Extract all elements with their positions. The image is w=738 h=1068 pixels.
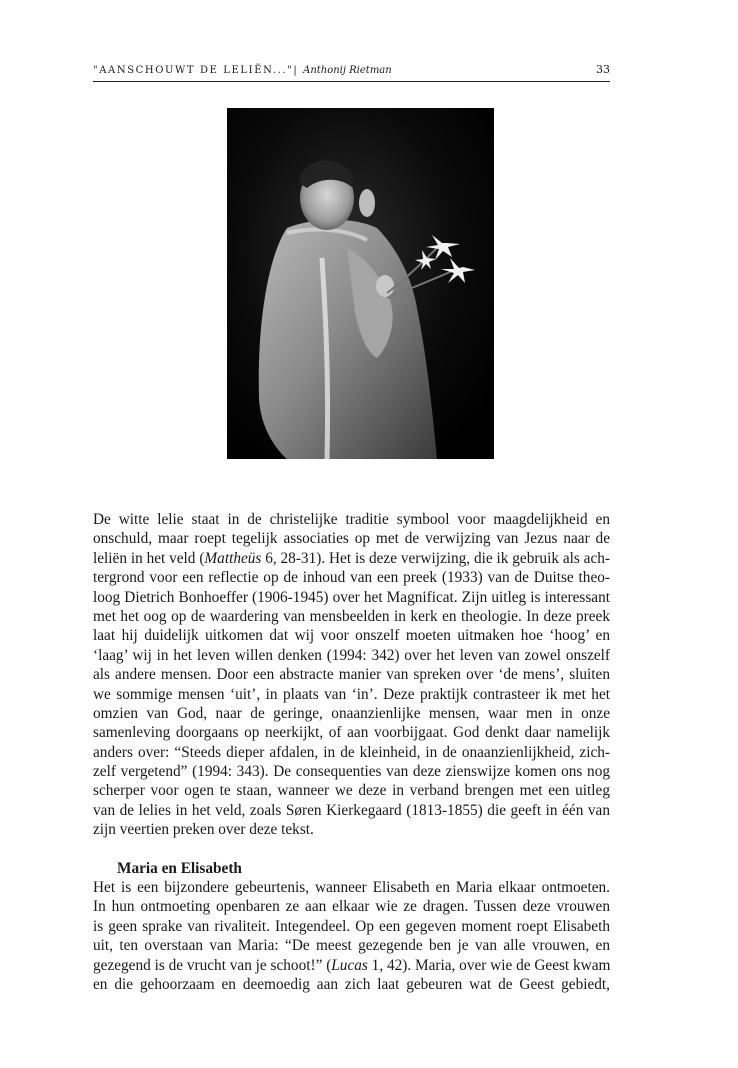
chapter-title: "AANSCHOUWT DE LELIËN..."| [93, 65, 299, 76]
text-line: is geen sprake van rivaliteit. Integendeel. Op een gegeven moment roept Elisabeth [93, 917, 610, 935]
text-line: In hun ontmoeting openbaren ze aan elkaar wie ze dragen. Tussen deze vrouwen [93, 898, 610, 916]
text-line: en die gehoorzaam en deemoedig aan zich laat gebeuren wat de Geest gebiedt, [93, 975, 610, 993]
running-head [93, 63, 610, 82]
text-line: we sommige mensen ‘uit’, in plaats van ‘in’. Deze praktijk contrasteer ik met het [93, 685, 610, 703]
text-line: Het is een bijzondere gebeurtenis, wanneer Elisabeth en Maria elkaar ontmoeten. [93, 879, 610, 897]
text-line: omzien van God, naar de geringe, onaanzienlijke mensen, waar men in onze [93, 704, 610, 722]
text-line [93, 549, 610, 568]
text-line: scherper voor ogen te staan, wanneer we deze in verband brengen met een uitleg [93, 782, 610, 800]
author-name: Anthonij Rietman [303, 65, 392, 76]
text-line: van de lelies in het veld, zoals Søren Kierkegaard (1813-1855) die geeft in één van [93, 801, 610, 819]
text-line: samenleving doorgaans op neerkijkt, of aan voorbijgaat. God denkt daar namelijk [93, 724, 610, 742]
portrait-photo [227, 108, 494, 459]
text-segment: 1, 42). Maria, over wie de Geest kwam [367, 956, 611, 974]
text-line: tergrond voor een reflectie op de inhoud van een preek (1933) van de Duitse theo- [93, 569, 610, 587]
text-line: De witte lelie staat in de christelijke traditie symbool voor maagdelijkheid en [93, 511, 610, 528]
text-line: laat hij duidelijk uitkomen dat wij voor onszelf moeten uitmaken hoe ‘hoog’ en [93, 627, 610, 645]
text-line: uit, ten overstaan van Maria: “De meest gezegende ben je van alle vrouwen, en [93, 937, 610, 955]
bible-reference: Mattheüs [204, 549, 262, 567]
bible-reference: Lucas [331, 956, 368, 974]
body-text [93, 510, 610, 994]
page-number: 33 [596, 63, 610, 76]
text-segment: 6, 28-31). Het is deze verwijzing, die ik gebruik als ach- [261, 549, 610, 567]
text-line: met het oog op de waardering van mensbeelden in kerk en theologie. In deze preek [93, 607, 610, 625]
text-line: loog Dietrich Bonhoeffer (1906-1945) over het Magnificat. Zijn uitleg is interessant [93, 588, 610, 606]
photo-portrait-with-lilies-icon [227, 108, 494, 459]
text-line: anders over: “Steeds dieper afdalen, in de kleinheid, in de onaanzienlijkheid, zich- [93, 743, 610, 761]
text-line: onschuld, maar roept tegelijk associaties op met de verwijzing van Jezus naar de [93, 530, 610, 548]
text-line: zijn veertien preken over deze tekst. [93, 821, 314, 839]
text-line: als andere mensen. Door een abstracte manier van spreken over ‘de mens’, sluiten [93, 666, 610, 684]
text-segment: leliën in het veld ( [93, 549, 205, 567]
running-head-title [93, 64, 392, 78]
text-line: zelf vergetend” (1994: 343). De consequenties van deze zienswijze komen ons nog [93, 763, 610, 781]
section-heading: Maria en Elisabeth [117, 859, 242, 877]
text-segment: gezegend is de vrucht van je schoot!” ( [93, 956, 332, 974]
text-line [93, 956, 610, 975]
text-line: ‘laag’ wij in het leven willen denken (1994: 342) over het leven van zowel onszelf [93, 646, 610, 664]
